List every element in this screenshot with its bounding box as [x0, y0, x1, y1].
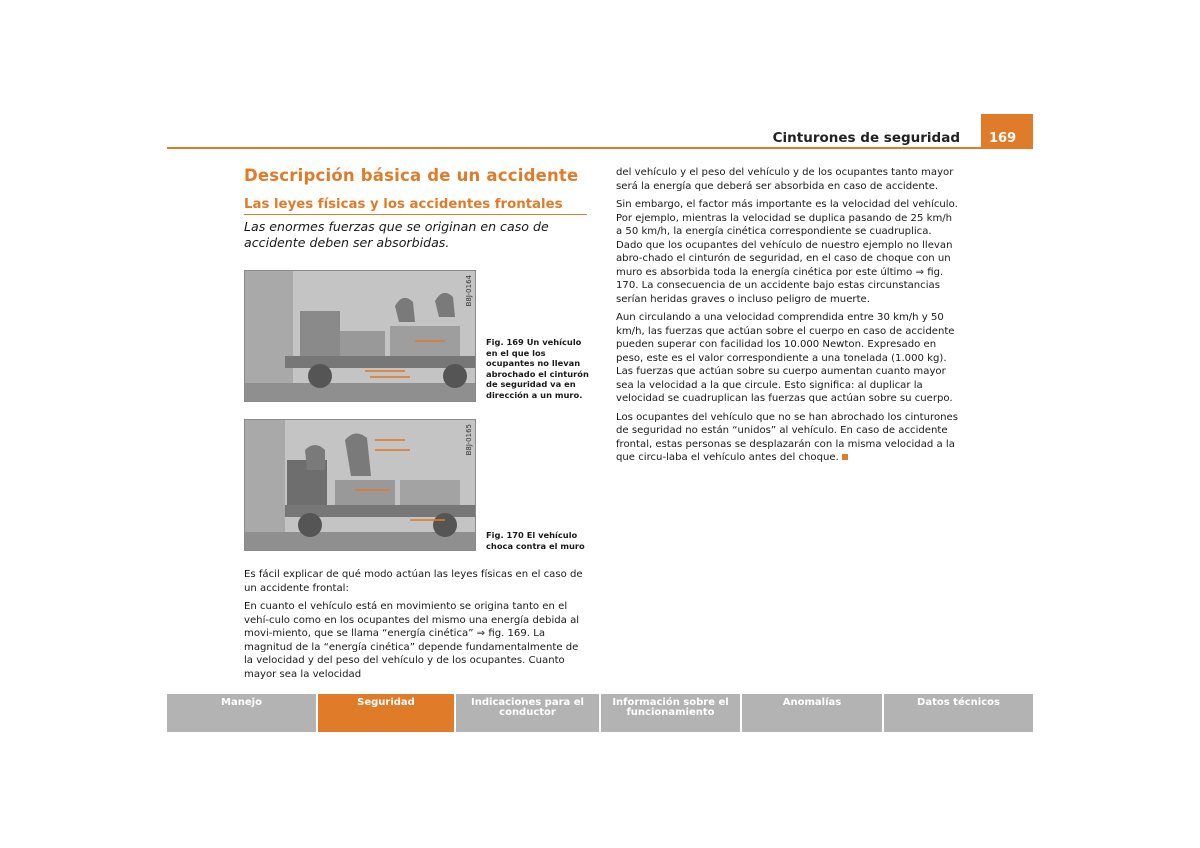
paragraph: Sin embargo, el factor más importante es la velocidad del vehículo. Por ejemplo, mientras la velocidad se duplica pasando de 25 km/h a 50 km/h, la energía cinética correspondiente se cuadruplica. Dado que los ocupantes del vehículo de nuestro ejemplo no llevan abro-chado el cinturón de seguridad, en el caso de choque con un muro es absorbida toda la energía cinética por este último ⇒ fig. 170. La consecuencia de un accidente bajo estas circunstancias serían heridas graves o incluso peligro de muerte. — [616, 199, 958, 305]
paragraph-last — [616, 411, 961, 465]
left-body-text — [244, 568, 590, 686]
car-crashing-wall-drawing — [245, 420, 476, 551]
paragraph-text: Los ocupantes del vehículo que no se han abrochado los cinturones de seguridad no están “unidos” al vehículo. En caso de accidente frontal, estas personas se desplazarán con la misma velocidad a la que circu-laba el vehículo antes del choque. — [616, 411, 958, 463]
section-title: Descripción básica de un accidente — [244, 166, 579, 185]
paragraph: En cuanto el vehículo está en movimiento se origina tanto en el vehí-culo como en los ocupantes del mismo una energía debida al movi-miento, que se llama “energía cinética” ⇒ fig. 169. La magnitud de la “energía cinética” depende fundamentalmente de la velocidad y del peso del vehículo y de los ocupantes. Cuanto mayor sea la velocidad — [244, 601, 580, 680]
figure-169-caption: Fig. 169 Un vehículo en el que los ocupantes no llevan abrochado el cinturón de seguridad va en dirección a un muro. — [486, 337, 589, 400]
paragraph: del vehículo y el peso del vehículo y de los ocupantes tanto mayor será la energía que deberá ser absorbida en caso de accidente. — [616, 167, 954, 192]
end-of-section-icon — [842, 454, 848, 460]
running-header-title: Cinturones de seguridad — [772, 130, 960, 146]
nav-tab-datos-tecnicos[interactable]: Datos técnicos — [884, 694, 1033, 732]
figure-170-caption: Fig. 170 El vehículo choca contra el muro — [486, 530, 585, 551]
left-column-heading — [244, 166, 590, 251]
nav-tab-seguridad[interactable]: Seguridad — [318, 694, 454, 732]
subsection-title: Las leyes físicas y los accidentes frontales — [244, 197, 587, 215]
intro-text: Las enormes fuerzas que se originan en caso de accidente deben ser absorbidas. — [244, 219, 549, 250]
paragraph: Es fácil explicar de qué modo actúan las leyes físicas en el caso de un accidente frontal: — [244, 569, 583, 594]
nav-tab-indicaciones[interactable]: Indicaciones para el conductor — [456, 694, 599, 732]
figure-170-illustration — [244, 419, 476, 551]
figure-code: B8J-0164 — [465, 275, 473, 307]
paragraph: Aun circulando a una velocidad comprendida entre 30 km/h y 50 km/h, las fuerzas que actúan sobre el cuerpo en caso de accidente pueden superar con facilidad los 10.000 Newton. Expresado en peso, este es el valor correspondiente a una tonelada (1.000 kg). Las fuerzas que actúan sobre su cuerpo aumentan cuanto mayor sea la velocidad a la que circule. Esto significa: al duplicar la velocidad se cuadruplican las fuerzas que actúan sobre su cuerpo. — [616, 312, 955, 404]
figure-169-illustration — [244, 270, 476, 402]
car-approaching-wall-drawing — [245, 271, 476, 402]
nav-tab-anomalias[interactable]: Anomalías — [742, 694, 882, 732]
page-number: 169 — [981, 114, 1033, 149]
nav-tab-manejo[interactable]: Manejo — [167, 694, 316, 732]
chapter-nav — [167, 694, 1033, 732]
nav-tab-informacion[interactable]: Información sobre el funcionamiento — [601, 694, 740, 732]
header-rule — [167, 147, 1033, 149]
right-body-text — [616, 166, 961, 470]
figure-code: B8J-0165 — [465, 424, 473, 456]
